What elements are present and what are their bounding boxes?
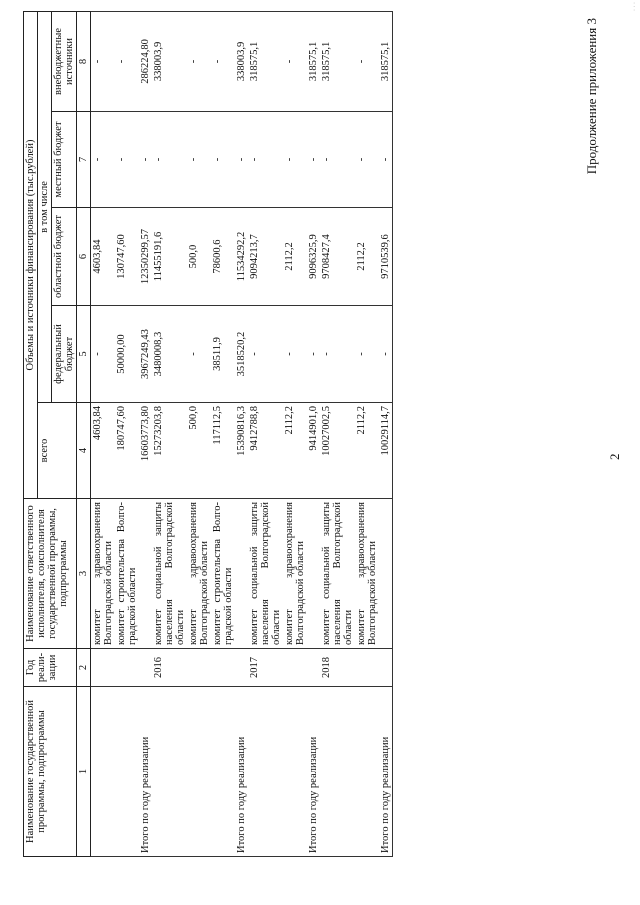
row-extrabudget: 318575,1 — [248, 11, 283, 111]
header-year: Год реали- зации — [24, 649, 77, 687]
column-number: 6 — [77, 208, 91, 306]
table-row — [248, 11, 283, 856]
row-year — [283, 649, 307, 687]
row-regional: 11455191,6 — [152, 208, 187, 306]
row-regional: 9094213,7 — [248, 208, 283, 306]
row-year — [91, 649, 116, 687]
row-total: 9414901,0 — [307, 403, 320, 499]
row-total: 15390816,3 — [235, 403, 248, 499]
column-number: 2 — [77, 649, 91, 687]
row-local: - — [235, 112, 248, 208]
row-extrabudget: - — [91, 11, 116, 111]
continuation-note: Продолжение приложения 3 — [584, 18, 599, 175]
table-row — [379, 11, 393, 856]
column-number: 8 — [77, 11, 91, 111]
table-row — [211, 11, 235, 856]
table-row — [91, 11, 116, 856]
row-total: 117112,5 — [211, 403, 235, 499]
column-numbers-row — [77, 11, 91, 856]
row-federal: - — [283, 306, 307, 403]
row-local: - — [211, 112, 235, 208]
row-executor: комитет здравоохранения Волгоградской области — [187, 499, 211, 649]
row-federal: 3518520,2 — [235, 306, 248, 403]
row-extrabudget: 286224,80 — [139, 11, 152, 111]
row-year — [115, 649, 139, 687]
row-regional: 2112,2 — [355, 208, 379, 306]
table-row — [115, 11, 139, 856]
row-federal: 3967249,43 — [139, 306, 152, 403]
row-federal: - — [320, 306, 355, 403]
row-local: - — [152, 112, 187, 208]
row-total: 10029114,7 — [379, 403, 393, 499]
row-year: 2018 — [320, 649, 355, 687]
row-year — [379, 649, 393, 687]
row-year — [211, 649, 235, 687]
row-extrabudget: - — [211, 11, 235, 111]
column-number: 1 — [77, 687, 91, 857]
table-body — [91, 11, 393, 856]
table-row — [307, 11, 320, 856]
row-local: - — [379, 112, 393, 208]
header-funding: Объемы и источники финансирования (тыс.рублей) — [24, 11, 38, 498]
row-federal: - — [248, 306, 283, 403]
row-year — [187, 649, 211, 687]
row-regional: 78600,6 — [211, 208, 235, 306]
table-row — [283, 11, 307, 856]
row-local: - — [91, 112, 116, 208]
header-total: всего — [38, 403, 77, 499]
row-extrabudget: 318575,1 — [307, 11, 320, 111]
row-local: - — [248, 112, 283, 208]
table-row — [355, 11, 379, 856]
row-year — [139, 649, 152, 687]
row-executor: комитет здравоохранения Волгоградской области — [283, 499, 307, 649]
table-row — [320, 11, 355, 856]
row-total: 2112,2 — [355, 403, 379, 499]
row-executor: комитет здравоохранения Волгоградской области — [355, 499, 379, 649]
page-number: 2 — [607, 453, 622, 460]
row-program-name — [187, 687, 211, 857]
row-program-name: Итого по году реализации — [235, 687, 248, 857]
row-total: 16603773,80 — [139, 403, 152, 499]
row-regional: 9708427,4 — [320, 208, 355, 306]
row-total: 500,0 — [187, 403, 211, 499]
row-federal: 3480008,3 — [152, 306, 187, 403]
row-extrabudget: 318575,1 — [320, 11, 355, 111]
row-extrabudget: - — [187, 11, 211, 111]
row-regional: 130747,60 — [115, 208, 139, 306]
row-total: 180747,60 — [115, 403, 139, 499]
row-executor: комитет социальной защиты населения Волгоградской области — [248, 499, 283, 649]
row-regional: 9096325,9 — [307, 208, 320, 306]
column-number: 3 — [77, 499, 91, 649]
row-extrabudget: - — [355, 11, 379, 111]
table-row — [139, 11, 152, 856]
row-executor: комитет строительства Волго- градской области — [211, 499, 235, 649]
table-row — [187, 11, 211, 856]
row-program-name — [91, 687, 116, 857]
row-total: 10027002,5 — [320, 403, 355, 499]
row-year: 2016 — [152, 649, 187, 687]
header-program: Наименование государственной программы, подпрограммы — [24, 687, 77, 857]
row-local: - — [320, 112, 355, 208]
table-header — [24, 11, 91, 856]
row-program-name — [320, 687, 355, 857]
table-row — [235, 11, 248, 856]
row-year — [307, 649, 320, 687]
row-executor: комитет социальной защиты населения Волгоградской области — [320, 499, 355, 649]
row-extrabudget: - — [283, 11, 307, 111]
row-extrabudget: 318575,1 — [379, 11, 393, 111]
row-program-name: Итого по году реализации — [139, 687, 152, 857]
row-regional: 9710539,6 — [379, 208, 393, 306]
row-program-name — [115, 687, 139, 857]
row-program-name — [211, 687, 235, 857]
row-executor — [307, 499, 320, 649]
row-local: - — [307, 112, 320, 208]
table-row — [152, 11, 187, 856]
row-total: 2112,2 — [283, 403, 307, 499]
row-executor — [139, 499, 152, 649]
row-program-name — [355, 687, 379, 857]
row-federal: - — [355, 306, 379, 403]
scan-mark: · · · — [632, 2, 638, 11]
row-local: - — [187, 112, 211, 208]
row-executor: комитет строительства Волго- градской области — [115, 499, 139, 649]
row-regional: 500,0 — [187, 208, 211, 306]
column-number: 5 — [77, 306, 91, 403]
row-program-name — [283, 687, 307, 857]
header-regional: областной бюджет — [52, 208, 77, 306]
row-executor: комитет здравоохранения Волгоградской области — [91, 499, 116, 649]
row-federal: - — [91, 306, 116, 403]
row-extrabudget: - — [115, 11, 139, 111]
row-program-name — [152, 687, 187, 857]
row-year — [355, 649, 379, 687]
row-local: - — [139, 112, 152, 208]
row-executor: комитет социальной защиты населения Волгоградской области — [152, 499, 187, 649]
funding-table — [23, 11, 393, 857]
row-federal: - — [307, 306, 320, 403]
header-federal: федеральный бюджет — [52, 306, 77, 403]
row-regional: 11534292,2 — [235, 208, 248, 306]
row-local: - — [355, 112, 379, 208]
header-local: местный бюджет — [52, 112, 77, 208]
row-program-name: Итого по году реализации — [307, 687, 320, 857]
row-local: - — [115, 112, 139, 208]
row-executor — [235, 499, 248, 649]
row-extrabudget: 338003,9 — [235, 11, 248, 111]
column-number: 4 — [77, 403, 91, 499]
row-local: - — [283, 112, 307, 208]
row-federal: - — [379, 306, 393, 403]
row-program-name — [248, 687, 283, 857]
header-including: в том числе — [38, 11, 52, 402]
row-federal: 50000,00 — [115, 306, 139, 403]
row-total: 4603,84 — [91, 403, 116, 499]
header-executor: Наименование ответственного исполнителя, соисполнителя государственной программы, подпрограммы — [24, 499, 77, 649]
row-regional: 12350299,57 — [139, 208, 152, 306]
row-total: 15273203,8 — [152, 403, 187, 499]
row-regional: 4603,84 — [91, 208, 116, 306]
row-year: 2017 — [248, 649, 283, 687]
column-number: 7 — [77, 112, 91, 208]
row-program-name: Итого по году реализации — [379, 687, 393, 857]
row-extrabudget: 338003,9 — [152, 11, 187, 111]
row-federal: - — [187, 306, 211, 403]
row-total: 9412788,8 — [248, 403, 283, 499]
row-federal: 38511,9 — [211, 306, 235, 403]
row-regional: 2112,2 — [283, 208, 307, 306]
row-year — [235, 649, 248, 687]
row-executor — [379, 499, 393, 649]
header-extrabudget: внебюджетные источники — [52, 11, 77, 111]
